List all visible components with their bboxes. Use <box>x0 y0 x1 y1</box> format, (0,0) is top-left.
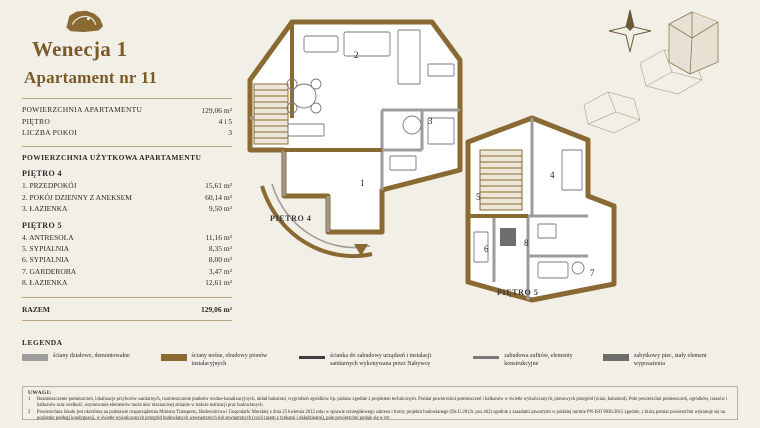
legend-label: ściany nośne, obudowy pionów instalacyjnych <box>191 353 268 367</box>
room-name: ŁAZIENKA <box>29 203 68 213</box>
room-area: 12,61 m² <box>205 277 232 287</box>
legend-row <box>22 353 738 368</box>
room-area: 9,50 m² <box>208 203 232 213</box>
legend-swatch-sanitary-icon <box>299 356 325 359</box>
room-number-8: 8 <box>524 238 529 248</box>
apartment-title: Apartament nr 11 <box>24 68 158 87</box>
room-name: SYPIALNIA <box>29 255 70 265</box>
table-row <box>22 192 232 203</box>
legend-item-bearing-walls <box>161 353 286 368</box>
legend-swatch-bearing-icon <box>161 354 187 361</box>
summary-label-area: POWIERZCHNIA APARTAMENTU <box>22 105 143 114</box>
legend <box>22 338 738 368</box>
room-area: 11,16 m² <box>205 233 232 243</box>
historic-stove-icon <box>500 228 516 246</box>
room-area: 15,61 m² <box>205 181 232 191</box>
room-area: 8,35 m² <box>208 244 232 254</box>
legend-label: zabytkowy piec, stały element wyposażenia <box>633 353 707 367</box>
room-number-1: 1 <box>360 178 365 188</box>
floor-label-4: PIĘTRO 4 <box>22 169 62 179</box>
note-number: 1 <box>28 397 31 402</box>
total-row <box>22 304 232 315</box>
room-number-4: 4 <box>550 170 555 180</box>
compass-north-icon <box>609 10 651 52</box>
room-area: 60,14 m² <box>205 192 232 202</box>
summary-value-floor: 4 i 5 <box>218 117 232 126</box>
legend-item-ceiling <box>473 353 589 368</box>
rooms-table-floor5 <box>22 232 232 288</box>
notes-box <box>22 386 738 420</box>
summary-value-area: 129,06 m² <box>201 106 232 115</box>
note-item <box>28 410 732 422</box>
usable-area-heading: POWIERZCHNIA UŻYTKOWA APARTAMENTU <box>22 153 202 162</box>
legend-item-stove <box>603 353 724 368</box>
total-value: 129,06 m² <box>201 304 232 314</box>
legend-item-partition-walls <box>22 353 147 361</box>
room-number: 5. <box>22 244 28 254</box>
room-number-2: 2 <box>354 50 359 60</box>
legend-swatch-partition-icon <box>22 354 48 361</box>
plan-caption-floor4: PIĘTRO 4 <box>270 214 312 223</box>
table-row <box>22 127 232 138</box>
plan-caption-floor5: PIĘTRO 5 <box>497 288 539 297</box>
legend-label: zabudowa sufitów, elementy konstrukcyjne <box>504 353 573 367</box>
summary-label-floor: PIĘTRO <box>22 117 51 126</box>
floor-plan <box>232 0 760 330</box>
room-number: 2. <box>22 192 28 202</box>
table-row <box>22 180 232 191</box>
table-row <box>22 266 232 277</box>
room-number: 4. <box>22 233 28 243</box>
room-number-7: 7 <box>590 268 595 278</box>
room-name: SYPIALNIA <box>29 244 70 254</box>
summary-value-rooms: 3 <box>228 128 232 137</box>
legend-title: LEGENDA <box>22 338 63 347</box>
floor4-staircase <box>254 84 288 144</box>
summary-table <box>22 105 232 138</box>
floor5-staircase <box>480 150 522 210</box>
floor-plan-drawing <box>232 0 760 330</box>
divider-top <box>22 98 232 99</box>
legend-swatch-stove-icon <box>603 354 629 361</box>
rooms-table-floor4 <box>22 180 232 214</box>
divider-mid <box>22 146 232 147</box>
summary-label-rooms: LICZBA POKOI <box>22 128 78 137</box>
room-name: ANTRESOLA <box>29 233 74 243</box>
room-number-5: 5 <box>476 192 481 202</box>
room-number-3: 3 <box>428 116 433 126</box>
room-number: 7. <box>22 266 28 276</box>
room-name: GARDEROBA <box>29 266 77 276</box>
total-label: RAZEM <box>22 304 50 314</box>
legend-label: ściany działowe, demontowalne <box>53 353 130 359</box>
context-building-block <box>669 12 718 74</box>
table-row <box>22 116 232 127</box>
page-title: Wenecja 1 <box>32 37 128 61</box>
table-row <box>22 203 232 214</box>
room-number-6: 6 <box>484 244 489 254</box>
horse-crest-icon <box>62 8 106 34</box>
room-area: 8,00 m² <box>208 255 232 265</box>
room-number: 8. <box>22 277 28 287</box>
table-row <box>22 277 232 288</box>
note-number: 2 <box>28 410 31 416</box>
room-area: 3,47 m² <box>208 266 232 276</box>
floor5-plan <box>468 118 614 300</box>
table-row <box>22 105 232 116</box>
legend-swatch-ceiling-icon <box>473 356 499 359</box>
legend-label: ścianka do zabudowy urządzeń i instalacji sanitarnych wykonywana przez Nabywcę <box>330 353 432 367</box>
note-text: Powierzchnia lokalu jest określona na podstawie rozporządzenia Ministra Transportu, Budownictwa i Gospodarki Morskiej z dnia 25 kwietnia 2012 roku w sprawie szczegółowego zakresu i formy projektu budowlanego (Dz.U.2012r. poz.462) zgodnie z zasadami zawartymi w polskiej normie PN-ISO 9836:2015 zgodnie, z którą pomiar powierzchni wykonuje się na poziomie podłogi kondygnacji, w świetle wykończonych przegród budowlanych wewnętrznych lub zewnętrznych (czyli razem z tynkami i okładzinami), pole powierzchni podaje się w m². <box>37 410 725 422</box>
notes-title: UWAGI: <box>28 390 52 396</box>
table-row <box>22 243 232 254</box>
note-text: Rozmieszczenie pomieszczeń, lokalizacje przyborów sanitarnych, rozmieszczenie punktów wodno-kanalizacyjnych, układ balustrad, wygrodzeń ogródków itp. podano zgodnie z projektem technicznym. Pomiar powierzchni pomieszczeń i balkonów w świetle wykończonych, pionowych przegród (ścian, balustrad). Pole powierzchni pomieszczeń, ogródków, tarasów i balkonów oraz wielkość, usytuowanie elementów może ulec nieznacznej zmianie w trakcie realizacji prac budowlanych. <box>37 397 728 409</box>
divider-total-top <box>22 297 232 298</box>
divider-total-bottom <box>22 320 232 321</box>
room-name: POKÓJ DZIENNY Z ANEKSEM <box>29 192 132 202</box>
info-panel <box>22 8 232 327</box>
legend-item-sanitary-wall <box>299 353 459 368</box>
room-name: ŁAZIENKA <box>29 277 68 287</box>
floor-label-5: PIĘTRO 5 <box>22 220 62 230</box>
note-item <box>28 397 732 409</box>
room-name: PRZEDPOKÓJ <box>29 181 77 191</box>
table-row <box>22 304 232 315</box>
table-row <box>22 254 232 265</box>
room-number: 1. <box>22 181 28 191</box>
room-number: 3. <box>22 203 28 213</box>
room-number: 6. <box>22 255 28 265</box>
table-row <box>22 232 232 243</box>
